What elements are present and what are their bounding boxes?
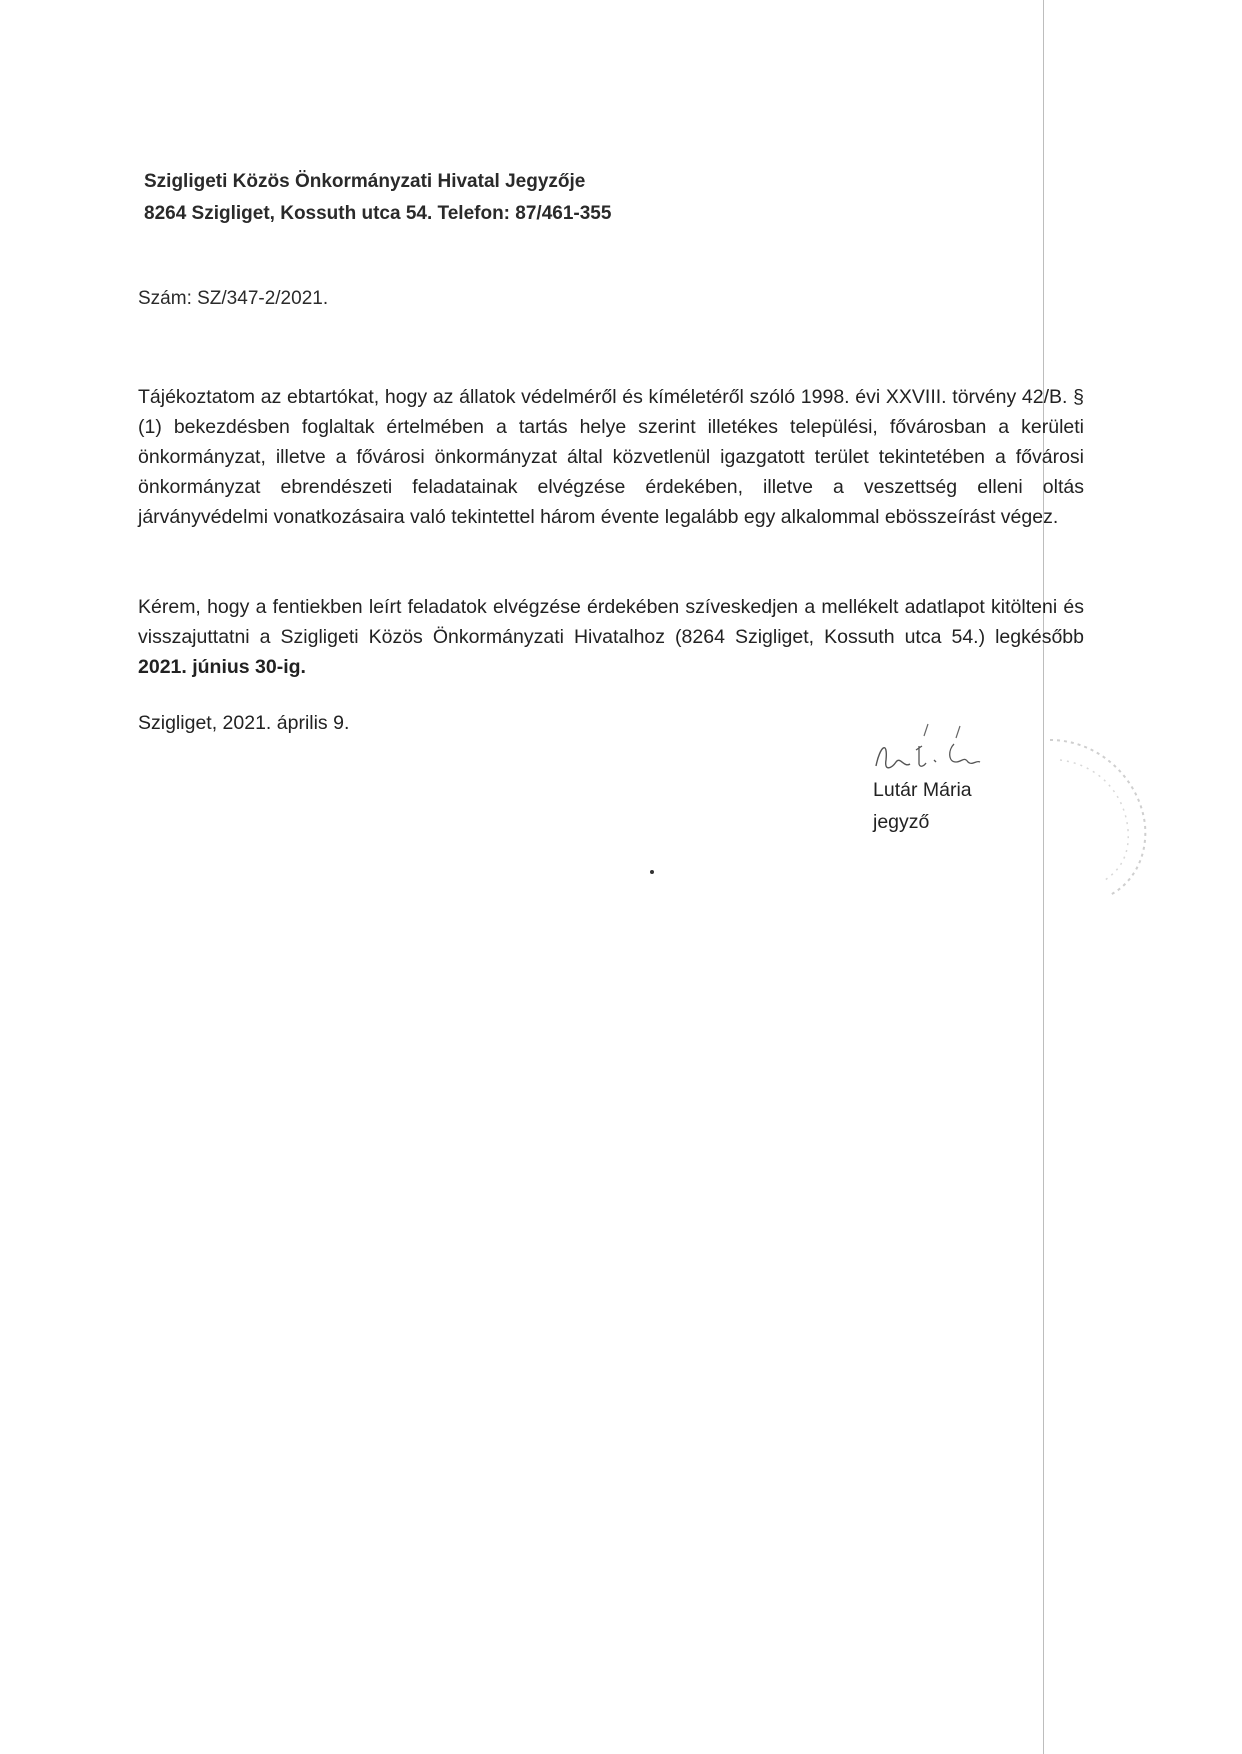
body-paragraph-1: Tájékoztatom az ebtartókat, hogy az állatok védelméről és kíméletéről szóló 1998. évi XXVIII. törvény 42/B. § (1) bekezdésben foglaltak értelmében a tartás helye szerint illetékes települési, fővárosban a kerületi önkormányzat, illetve a fővárosi önkormányzat által közvetlenül igazgatott terület tekintetében a fővárosi önkormányzat ebrendészeti feladatainak elvégzése érdekében, illetve a veszettség elleni oltás járványvédelmi vonatkozásaira való tekintettel három évente legalább egy alkalommal ebösszeírást végez. [138,386,1084,528]
signer-block [873,774,972,838]
official-stamp [1040,730,1160,900]
signer-name: Lutár Mária [873,779,972,801]
request-text: Kérem, hogy a fentiekben leírt feladatok elvégzése érdekében szíveskedjen a mellékelt adatlapot kitölteni és visszajuttatni a Szigligeti Közös Önkormányzati Hivatalhoz (8264 Szigliget, Kossuth utca 54.) legkésőbb [138,596,1084,648]
office-name: Szigligeti Közös Önkormányzati Hivatal Jegyzője [144,171,586,192]
scan-speck [650,870,654,874]
place-and-date: Szigliget, 2021. április 9. [138,712,350,734]
reference-number: Szám: SZ/347-2/2021. [138,288,329,309]
body-paragraph-2 [138,592,1084,682]
deadline-date: 2021. június 30-ig. [138,656,306,678]
letterhead [144,166,611,230]
office-address: 8264 Szigliget, Kossuth utca 54. Telefon: 87/461-355 [144,203,612,224]
signer-title: jegyző [873,811,930,833]
